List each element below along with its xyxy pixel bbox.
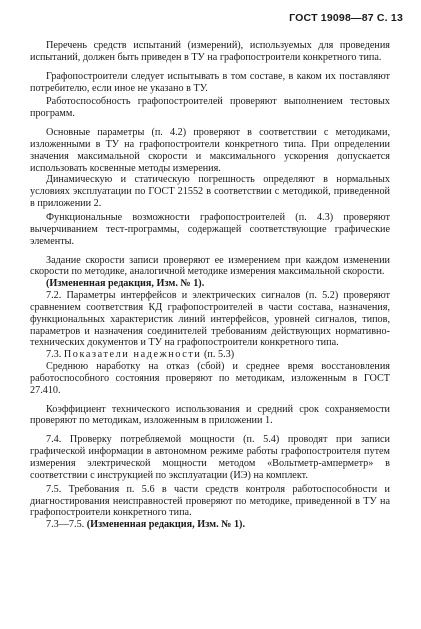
paragraph-operability: Работоспособность графопостроителей проверяют выполнением тестовых программ.	[30, 96, 390, 120]
paragraph-interface-parameters: 7.2. Параметры интерфейсов и электрических сигналов (п. 5.2) проверяют сравнением соответствия КД графопостроителей в части состава, назначения, функциональных характеристик линий интерфейсов, уровней сигналов, типов, параметров и назначения соединителей требованиям действующих нормативно-технических документов и ТУ на графопостроители конкретного типа.	[30, 290, 390, 349]
paragraph-diagnostics: 7.5. Требования п. 5.6 в части средств контроля работоспособности и диагностирования неисправностей проверяют по методике, приведенной в ТУ на графопостроители конкретного типа.	[30, 483, 390, 519]
paragraph-reliability-heading	[30, 349, 390, 361]
amendment-label: (Измененная редакция, Изм. № 1).	[86, 519, 245, 531]
paragraph-test-equipment-list: Перечень средств испытаний (измерений), используемых для проведения испытаний, должен быть приведен в ТУ на графопостроители конкретного типа.	[30, 40, 390, 63]
document-body	[30, 40, 390, 531]
paragraph-test-composition: Графопостроители следует испытывать в том составе, в каком их поставляют потребителю, если иное не указано в ТУ.	[30, 70, 390, 94]
paragraph-utilization-coefficient: Коэффициент технического использования и средний срок сохраняемости проверяют по методикам, изложенным в приложении 1.	[30, 403, 390, 427]
reliability-section-title: Показатели надежности	[63, 349, 202, 361]
paragraph-power-consumption: 7.4. Проверку потребляемой мощности (п. 5.4) проводят при записи графической информации в автономном режиме работы графопостроителя путем измерения электрической мощности методом «Вольтметр-амперметр» в соответствии с инструкцией по эксплуатации (ИЭ) на комплект.	[30, 434, 390, 481]
reliability-section-number: 7.3.	[46, 349, 62, 361]
amendment-range: 7.3—7.5.	[46, 519, 85, 531]
paragraph-error-measurement: Динамическую и статическую погрешность определяют в нормальных условиях эксплуатации по ГОСТ 21552 в соответствии с методикой, приведенной в приложении 2.	[30, 174, 390, 210]
paragraph-functional-capabilities: Функциональные возможности графопостроителей (п. 4.3) проверяют вычерчиванием тест-программы, содержащей соответствующие графические элементы.	[30, 211, 390, 247]
reliability-section-ref: (п. 5.3)	[204, 349, 235, 361]
paragraph-mtbf: Среднюю наработку на отказ (сбой) и среднее время восстановления работоспособного состояния проверяют по методикам, изложенным в ГОСТ 27.410.	[30, 361, 390, 396]
page-header: ГОСТ 19098—87 С. 13	[289, 12, 403, 24]
paragraph-amendment-note-1: (Измененная редакция, Изм. № 1).	[46, 278, 205, 290]
paragraph-speed-setting: Задание скорости записи проверяют ее измерением при каждом изменении скорости по методике, аналогичной методике измерения максимальной скорости.	[30, 254, 390, 278]
paragraph-amendment-note-2	[30, 519, 390, 531]
paragraph-main-parameters: Основные параметры (п. 4.2) проверяют в соответствии с методиками, изложенными в ТУ на графопостроители конкретного типа. При определении значения максимальной скорости и максимального ускорения допускается использовать косвенные методы измерения.	[30, 127, 390, 174]
